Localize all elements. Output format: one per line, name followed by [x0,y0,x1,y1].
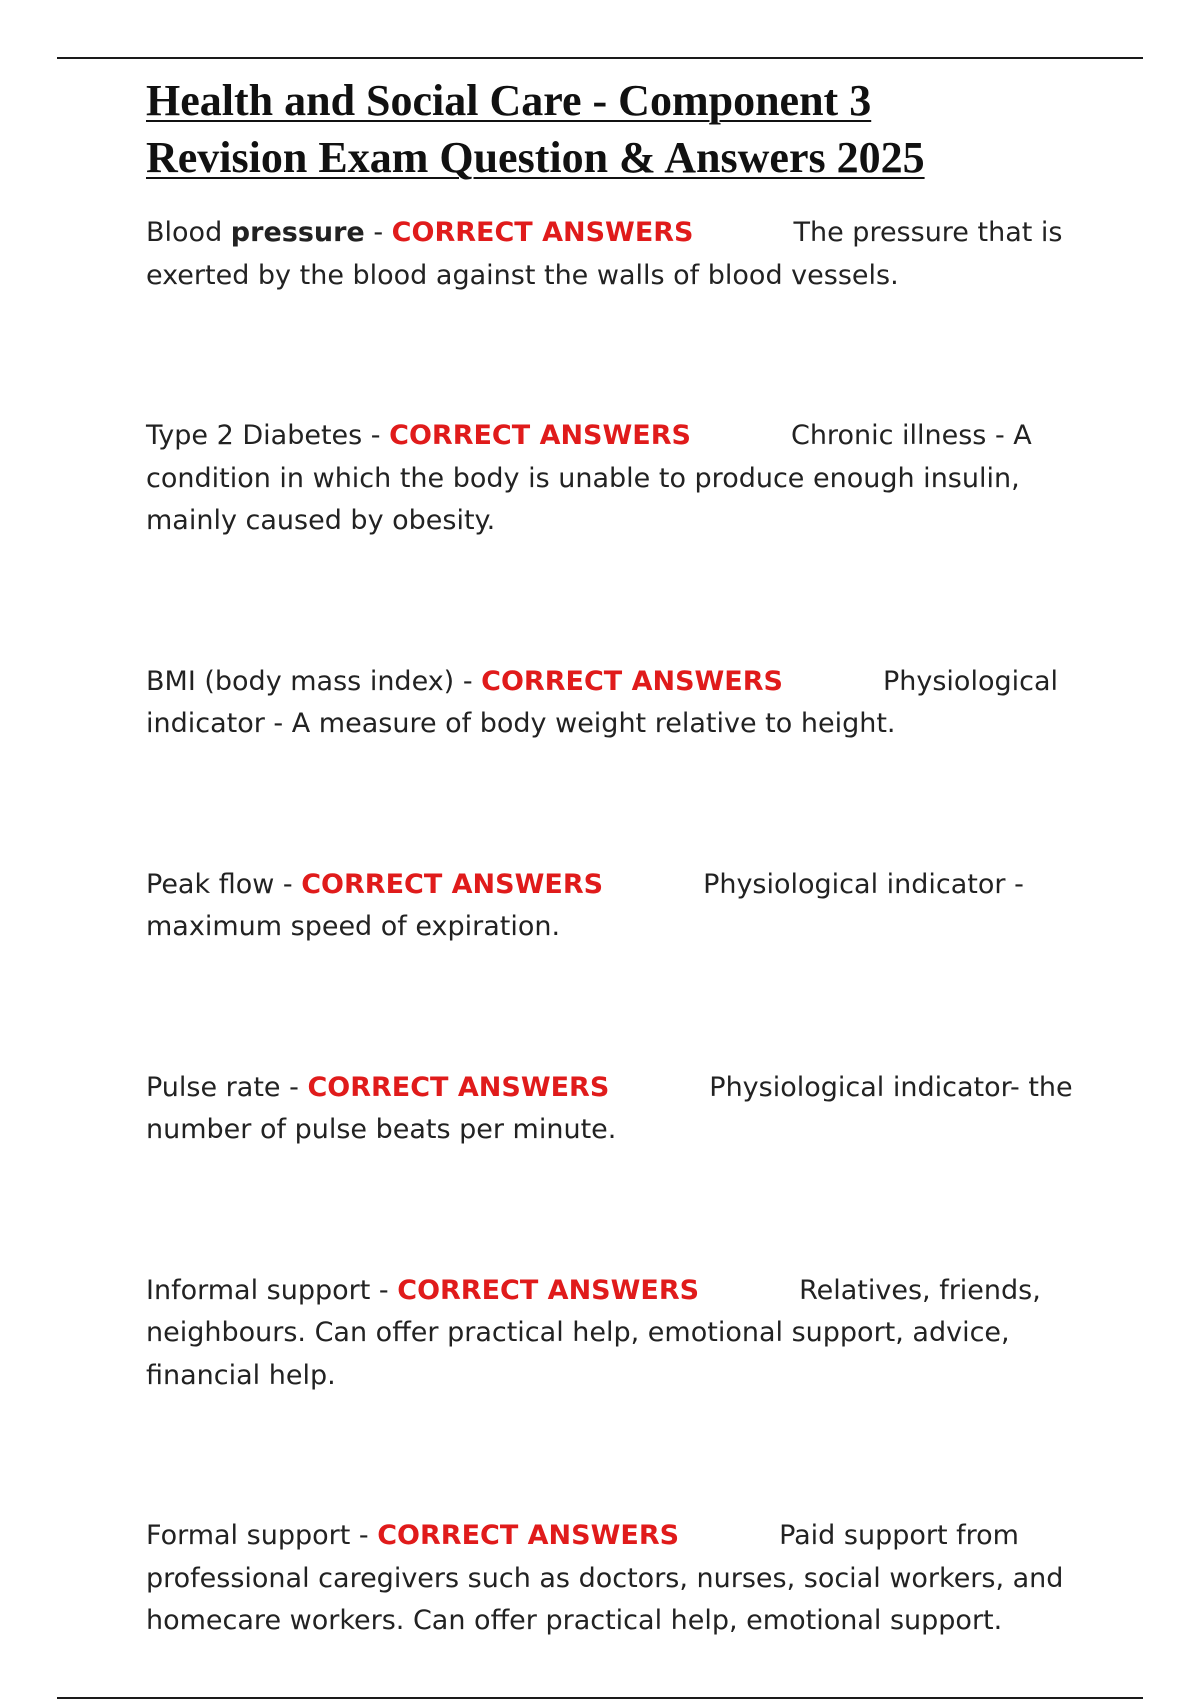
qa-answer: The pressure that is exerted by the blood against the walls of blood vessels. [146,217,1063,291]
correct-answers-label: CORRECT ANSWERS [391,217,694,248]
correct-answers-label: CORRECT ANSWERS [481,665,783,697]
qa-term: Formal support [146,1520,351,1551]
title-line-1: Health and Social Care - Component 3 [146,76,872,125]
qa-term: Type 2 Diabetes [146,420,363,451]
top-divider [57,57,1143,59]
qa-item-peak-flow [146,864,1096,949]
qa-term: Pulse rate [146,1071,281,1103]
qa-separator: - [364,217,392,248]
qa-answer: Physiological indicator - A measure of body weight relative to height. [146,665,1058,739]
qa-answer: Paid support from professional caregivers such as doctors, nurses, social workers, and homecare workers. Can offer practical help, emotional support. [146,1520,1064,1636]
qa-term: Blood [146,217,231,248]
qa-separator: - [274,868,302,900]
qa-term: Peak flow [146,868,275,900]
qa-term: Informal support [146,1274,371,1306]
qa-separator: - [454,665,482,697]
qa-answer: Physiological indicator- the number of pulse beats per minute. [146,1071,1073,1145]
qa-item-formal-support [146,1515,1096,1643]
bottom-divider [57,1697,1143,1699]
correct-answers-label: CORRECT ANSWERS [377,1520,680,1551]
qa-answer: Chronic illness - A condition in which the body is unable to produce enough insulin, mainly caused by obesity. [146,420,1032,536]
qa-separator: - [350,1520,378,1551]
qa-item-pulse-rate [146,1067,1096,1152]
qa-term: BMI (body mass index) [146,665,455,697]
title-line-2: Revision Exam Question & Answers 2025 [146,133,925,182]
qa-separator: - [370,1274,398,1306]
document-page [146,72,1106,1643]
qa-item-type-2-diabetes [146,415,1096,543]
correct-answers-label: CORRECT ANSWERS [307,1071,610,1103]
qa-item-bmi [146,661,1096,746]
qa-separator: - [280,1071,308,1103]
qa-separator: - [362,420,390,451]
qa-answer: Relatives, friends, neighbours. Can offer practical help, emotional support, advice, financial help. [146,1274,1041,1391]
qa-item-blood-pressure [146,212,1096,297]
correct-answers-label: CORRECT ANSWERS [397,1274,700,1306]
correct-answers-label: CORRECT ANSWERS [301,868,604,900]
correct-answers-label: CORRECT ANSWERS [389,420,691,451]
qa-item-informal-support [146,1270,1096,1398]
document-title [146,72,1106,186]
qa-list [146,212,1106,1643]
qa-term-bold: pressure [230,217,365,248]
qa-answer: Physiological indicator - maximum speed of expiration. [146,868,1024,942]
